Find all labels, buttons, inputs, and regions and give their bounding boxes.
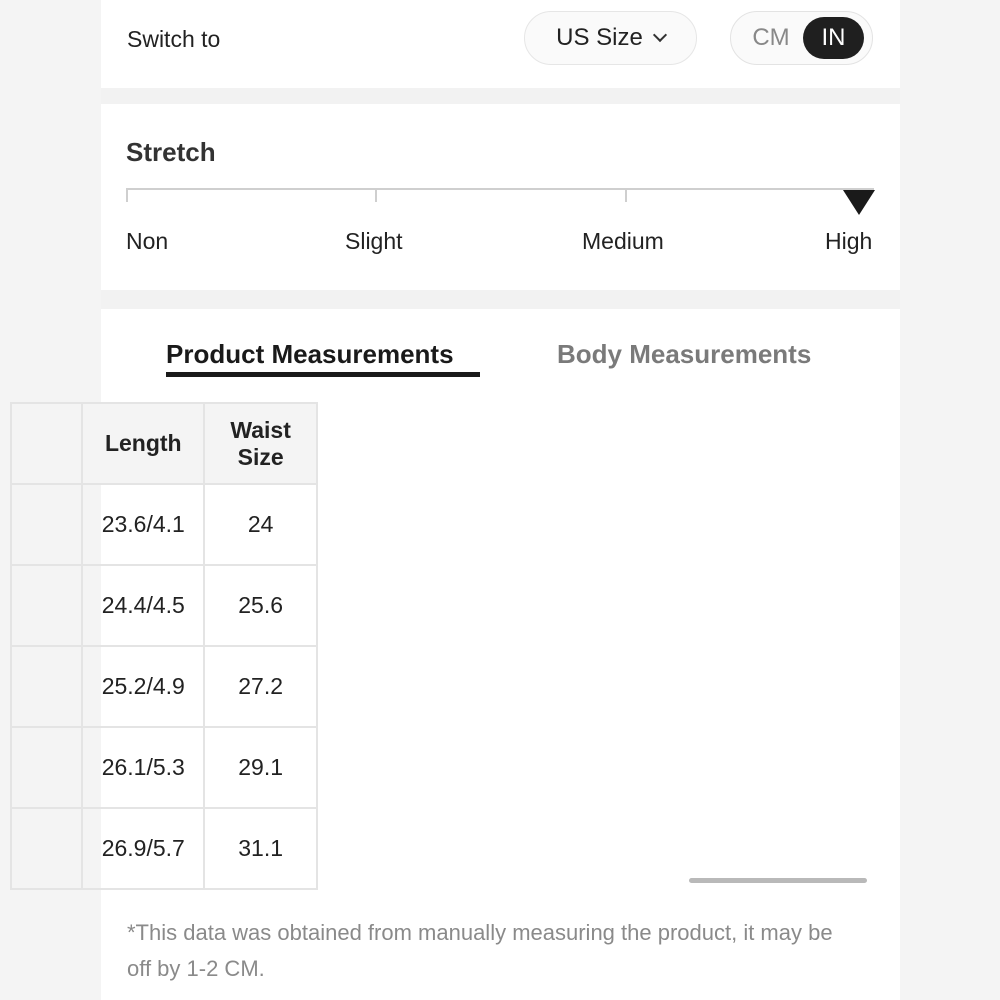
table-cell: [11, 646, 82, 727]
table-header-row: [11, 403, 317, 484]
unit-toggle[interactable]: [730, 11, 873, 65]
stretch-label-slight: Slight: [345, 228, 403, 254]
measurements-section: [101, 309, 900, 1000]
stretch-title: Stretch: [126, 137, 216, 167]
cell-length: 26.1/5.3: [82, 727, 204, 808]
cell-length: 24.4/4.5: [82, 565, 204, 646]
cell-length: 26.9/5.7: [82, 808, 204, 889]
cell-waist-size: 29.1: [204, 727, 317, 808]
table-row: [11, 727, 317, 808]
size-system-value: US Size: [556, 24, 643, 51]
horizontal-scrollbar[interactable]: [689, 878, 867, 883]
size-system-select[interactable]: [524, 11, 697, 65]
cell-length: 23.6/4.1: [82, 484, 204, 565]
stretch-tick-non: [126, 188, 128, 202]
cell-waist-size: 31.1: [204, 808, 317, 889]
stretch-level-pointer-icon: [843, 190, 875, 215]
cell-waist-size: 25.6: [204, 565, 317, 646]
measurement-disclaimer: *This data was obtained from manually measuring the product, it may be off by 1-2 CM.: [127, 920, 833, 981]
tab-body-measurements[interactable]: Body Measurements: [557, 339, 812, 369]
cell-waist-size: 27.2: [204, 646, 317, 727]
table-row: [11, 565, 317, 646]
stretch-section: [101, 104, 900, 290]
measurements-table-scroll[interactable]: [101, 402, 436, 890]
cell-length: 25.2/4.9: [82, 646, 204, 727]
measurements-table: [10, 402, 318, 890]
header-waist-size: Waist Size: [204, 403, 317, 484]
active-tab-underline: [166, 372, 480, 377]
table-cell: [11, 808, 82, 889]
tab-product-measurements[interactable]: Product Measurements: [166, 339, 454, 369]
header-length: Length: [82, 403, 204, 484]
unit-switch-bar: [101, 0, 900, 88]
table-row: [11, 646, 317, 727]
size-guide-panel: [101, 0, 900, 1000]
unit-option-cm[interactable]: CM: [752, 24, 790, 51]
stretch-label-medium: Medium: [582, 228, 664, 254]
stretch-label-non: Non: [126, 228, 169, 254]
table-cell: [11, 565, 82, 646]
stretch-tick-medium: [625, 188, 627, 202]
table-header-cell: [11, 403, 82, 484]
chevron-down-icon: [653, 28, 667, 42]
unit-option-in[interactable]: IN: [803, 17, 864, 59]
table-cell: [11, 727, 82, 808]
table-row: [11, 808, 317, 889]
table-row: [11, 484, 317, 565]
table-cell: [11, 484, 82, 565]
stretch-tick-slight: [375, 188, 377, 202]
switch-to-label: Switch to: [127, 26, 221, 52]
stretch-scale-track: [126, 188, 874, 190]
stretch-label-high: High: [825, 228, 873, 254]
cell-waist-size: 24: [204, 484, 317, 565]
